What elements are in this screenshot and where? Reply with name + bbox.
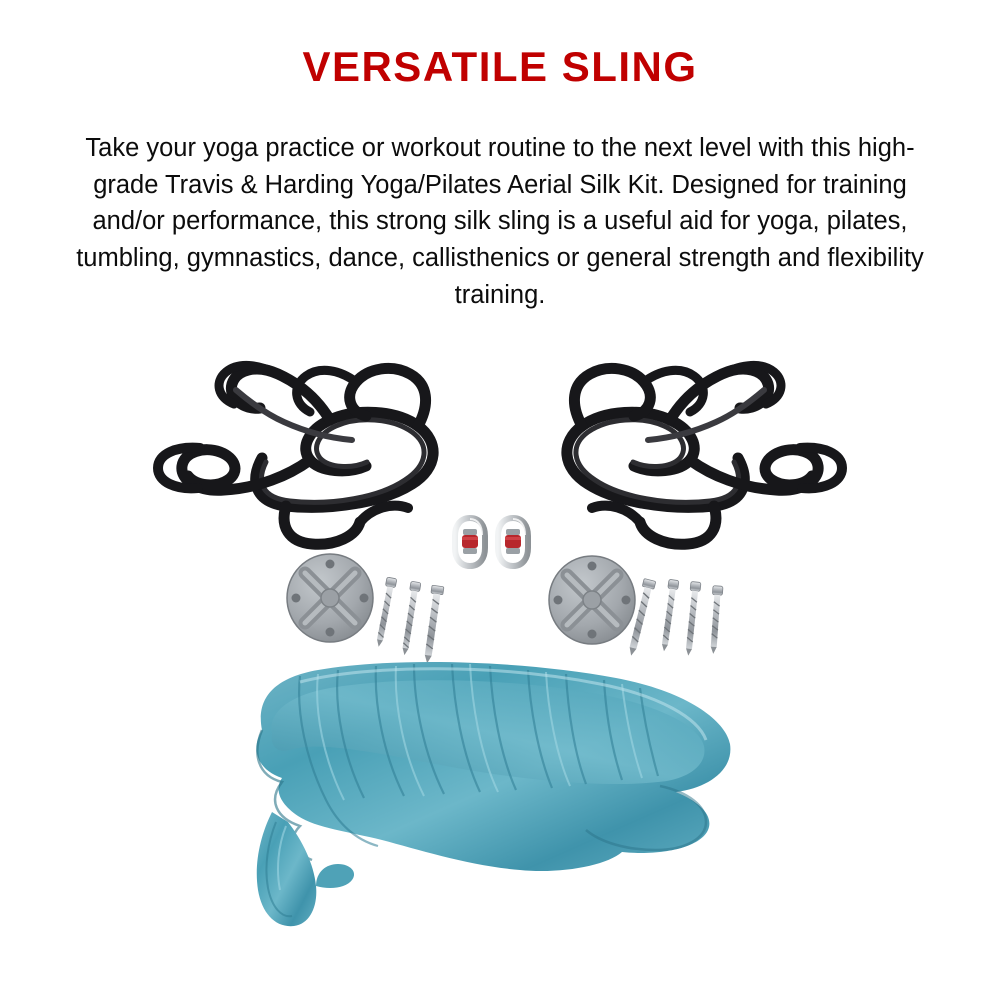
strap-left xyxy=(158,365,433,544)
mount-plate-right xyxy=(549,556,635,644)
strap-right xyxy=(567,365,842,544)
hardware-right xyxy=(625,579,723,658)
product-illustration xyxy=(0,330,1000,970)
description-text: Take your yoga practice or workout routine to the next level with this high-grade Travis & Harding Yoga/Pilates Aerial Silk Kit. Designed for training and/or performance, this strong silk sling is a useful aid for yoga, pilates, tumbling, gymnastics, dance, callisthenics or general strength and flexibility training. xyxy=(76,134,924,309)
carabiner-right xyxy=(498,518,528,566)
carabiner-left xyxy=(455,518,485,566)
hardware-left xyxy=(374,577,444,664)
mount-plate-left xyxy=(287,554,373,642)
silk-fabric xyxy=(256,662,730,926)
page-title: VERSATILE SLING xyxy=(302,43,698,90)
product-photo xyxy=(0,330,1000,970)
